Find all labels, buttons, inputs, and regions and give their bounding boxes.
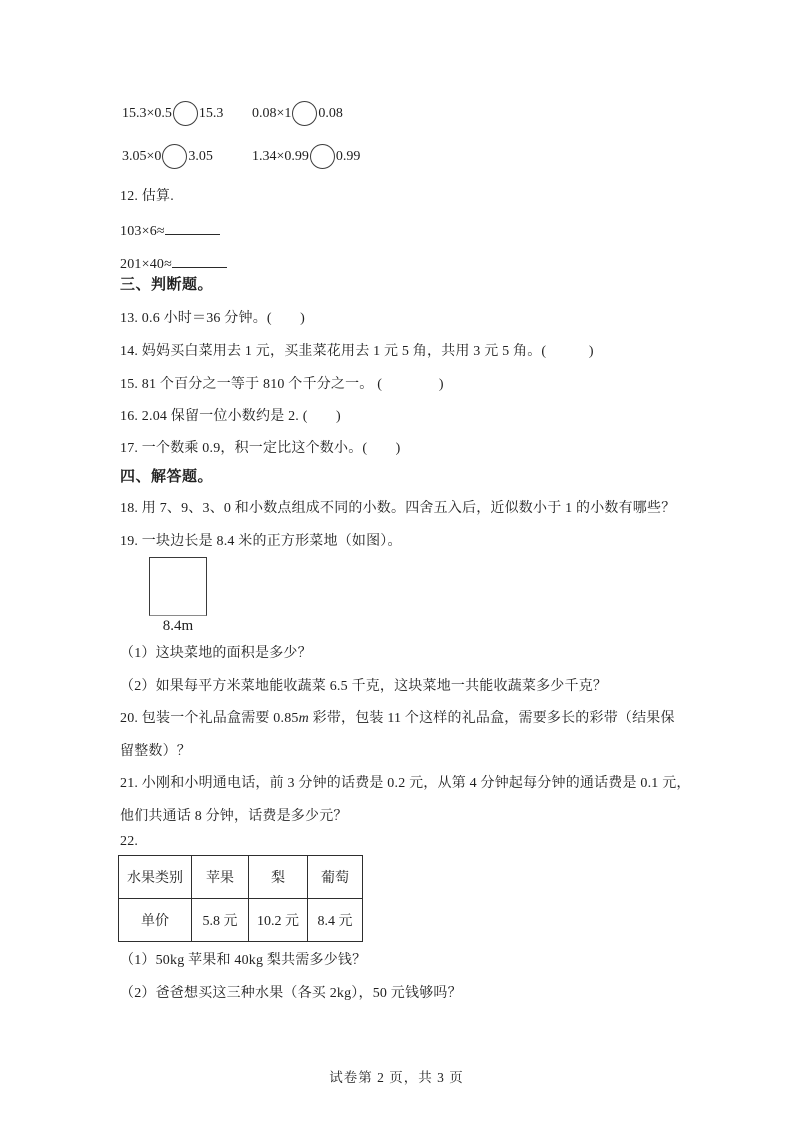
table-cell: 苹果 <box>192 856 249 899</box>
section-heading-solve: 四、解答题。 <box>120 469 214 485</box>
expression-right: 3.05 <box>188 148 213 164</box>
table-cell: 5.8 元 <box>192 899 249 942</box>
square-side-length-label: 8.4m <box>162 618 194 634</box>
math-variable-m: m <box>298 711 309 726</box>
comparison-problem-1 <box>122 101 252 126</box>
judge-item-15: 15. 81 个百分之一等于 810 个千分之一。 ( ) <box>120 377 444 392</box>
comparison-row-1 <box>122 101 343 126</box>
comparison-row-2 <box>122 144 360 169</box>
table-cell: 水果类别 <box>119 856 192 899</box>
question-20-text-post: 彩带，包装 11 个这样的礼品盒，需要多长的彩带（结果保 <box>308 711 675 726</box>
comparison-problem-2 <box>252 101 343 126</box>
question-21-line-2: 他们共通话 8 分钟，话费是多少元？ <box>120 809 348 824</box>
expression-left: 1.34×0.99 <box>252 148 309 164</box>
judge-item-14: 14. 妈妈买白菜用去 1 元，买韭菜花用去 1 元 5 角，共用 3 元 5 角。( ) <box>120 344 594 359</box>
section-heading-judge: 三、判断题。 <box>120 277 214 293</box>
question-18: 18. 用 7、9、3、0 和小数点组成不同的小数。四舍五入后，近似数小于 1 的小数有哪些？ <box>120 501 676 516</box>
comparison-problem-3 <box>122 144 252 169</box>
comparison-circle-blank <box>173 101 198 126</box>
table-cell: 葡萄 <box>308 856 363 899</box>
comparison-circle-blank <box>162 144 187 169</box>
question-22-sub-1: （1）50kg 苹果和 40kg 梨共需多少钱？ <box>120 953 367 968</box>
question-19-sub-1: （1）这块菜地的面积是多少？ <box>120 646 312 661</box>
expression-right: 0.08 <box>318 105 343 121</box>
expression-left: 15.3×0.5 <box>122 105 172 121</box>
table-cell: 10.2 元 <box>249 899 308 942</box>
question-22-number: 22. <box>120 834 139 849</box>
estimation-item-2 <box>120 252 227 276</box>
question-21-line-1: 21. 小刚和小明通电话，前 3 分钟的话费是 0.2 元，从第 4 分钟起每分钟的通话费是 0.1 元， <box>120 776 691 791</box>
judge-item-17: 17. 一个数乘 0.9，积一定比这个数小。( ) <box>120 441 401 456</box>
expression-right: 15.3 <box>198 105 224 121</box>
question-20-line-2: 留整数）？ <box>120 744 191 759</box>
question-19: 19. 一块边长是 8.4 米的正方形菜地（如图）。 <box>120 534 402 549</box>
expression-right: 0.99 <box>335 148 361 164</box>
fruit-price-table <box>118 855 363 942</box>
comparison-problem-4 <box>252 144 360 169</box>
answer-blank <box>172 252 227 268</box>
table-cell: 梨 <box>249 856 308 899</box>
table-cell: 8.4 元 <box>308 899 363 942</box>
table-row-prices <box>119 899 363 942</box>
page-footer: 试卷第 2 页，共 3 页 <box>329 1070 464 1085</box>
table-row-headers <box>119 856 363 899</box>
comparison-circle-blank <box>292 101 317 126</box>
estimation-item-1 <box>120 219 220 243</box>
question-22-sub-2: （2）爸爸想买这三种水果（各买 2kg），50 元钱够吗？ <box>120 986 462 1001</box>
estimation-expression: 103×6≈ <box>120 224 165 239</box>
judge-item-13: 13. 0.6 小时＝36 分钟。( ) <box>120 311 306 326</box>
expression-left: 0.08×1 <box>252 105 292 121</box>
table-cell: 单价 <box>119 899 192 942</box>
expression-left: 3.05×0 <box>122 148 162 164</box>
question-20-text-pre: 20. 包装一个礼品盒需要 0.85 <box>120 711 299 726</box>
question-20-line-1 <box>120 708 675 730</box>
question-12-title: 12. 估算. <box>120 189 174 204</box>
comparison-circle-blank <box>310 144 335 169</box>
square-field-figure <box>149 557 207 616</box>
judge-item-16: 16. 2.04 保留一位小数约是 2. ( ) <box>120 409 341 424</box>
answer-blank <box>165 219 220 235</box>
estimation-expression: 201×40≈ <box>120 257 172 272</box>
question-19-sub-2: （2）如果每平方米菜地能收蔬菜 6.5 千克，这块菜地一共能收蔬菜多少千克？ <box>120 679 608 694</box>
